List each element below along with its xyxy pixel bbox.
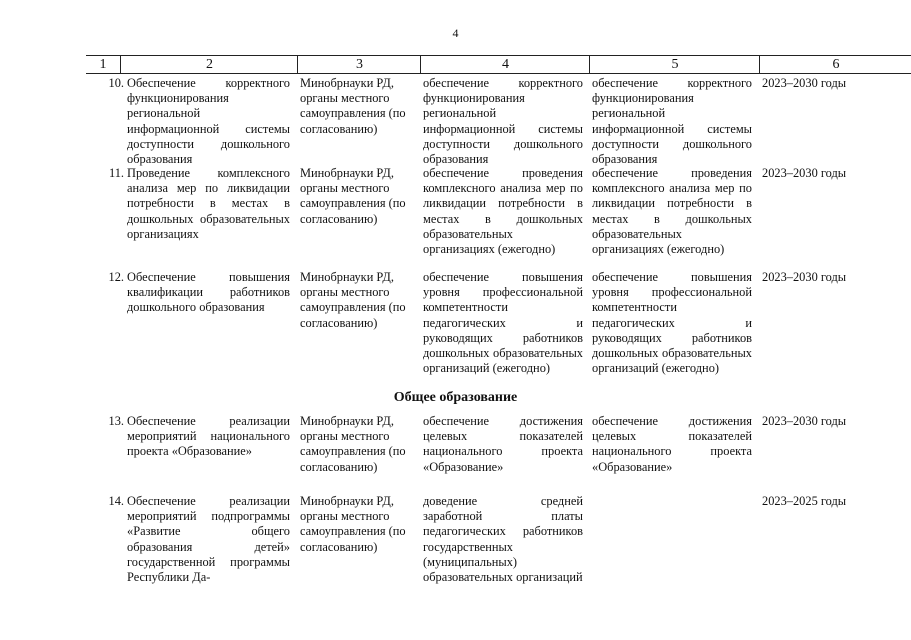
header-col-1: 1 [99,57,107,72]
indicator: обеспечение корректного функционирования региональной информационной системы доступности дошкольного образования [592,76,752,167]
header-col-5: 5 [589,56,760,73]
header-col-3: 3 [297,56,421,73]
responsible: Минобрнауки РД, органы местного самоуправления (по согласованию) [300,76,406,136]
responsible: Минобрнауки РД, органы местного самоуправления (по согласованию) [300,494,406,554]
section-title: Общее образование [393,390,518,405]
table-header [86,55,911,74]
row-number: 12. [108,270,124,284]
row-number: 14. [108,494,124,508]
deadline: 2023–2030 годы [762,270,847,284]
deadline: 2023–2030 годы [762,414,847,428]
header-col-6: 6 [759,56,911,73]
deadline: 2023–2030 годы [762,166,847,180]
measure-name: Обеспечение реализации мероприятий подпрограммы «Развитие общего образования детей» государственной программы Республики Да- [127,494,290,585]
row-number: 11. [108,166,124,180]
indicator: обеспечение достижения целевых показателей национального проекта «Образование» [592,414,752,474]
measure-name: Обеспечение повышения квалификации работников дошкольного образования [127,270,290,315]
header-col-4: 4 [420,56,590,73]
row-number: 13. [108,414,124,428]
header-col-2: 2 [120,56,298,73]
responsible: Минобрнауки РД, органы местного самоуправления (по согласованию) [300,414,406,474]
expected-result: доведение средней заработной платы педагогических работников государственных (муниципальных) образовательных организаций [423,494,583,585]
measure-name: Проведение комплексного анализа мер по ликвидации потребности в местах в дошкольных образовательных организациях [127,166,290,241]
measure-name: Обеспечение корректного функционирования региональной информационной системы доступности дошкольного образования [127,76,290,167]
responsible: Минобрнауки РД, органы местного самоуправления (по согласованию) [300,270,406,330]
indicator: обеспечение проведения комплексного анализа мер по ликвидации потребности в местах в дошкольных образовательных организациях (ежегодно) [592,166,752,257]
deadline: 2023–2025 годы [762,494,847,508]
expected-result: обеспечение корректного функционирования региональной информационной системы доступности дошкольного образования [423,76,583,167]
expected-result: обеспечение проведения комплексного анализа мер по ликвидации потребности в местах в дошкольных образовательных организациях (ежегодно) [423,166,583,257]
deadline: 2023–2030 годы [762,76,847,90]
expected-result: обеспечение достижения целевых показателей национального проекта «Образование» [423,414,583,474]
expected-result: обеспечение повышения уровня профессиональной компетентности педагогических и руководящих работников дошкольных образовательных организаций (ежегодно) [423,270,583,376]
indicator: обеспечение повышения уровня профессиональной компетентности педагогических и руководящих работников дошкольных образовательных организаций (ежегодно) [592,270,752,376]
row-number: 10. [108,76,124,90]
responsible: Минобрнауки РД, органы местного самоуправления (по согласованию) [300,166,406,226]
measure-name: Обеспечение реализации мероприятий национального проекта «Образование» [127,414,290,459]
page-number: 4 [452,26,459,40]
